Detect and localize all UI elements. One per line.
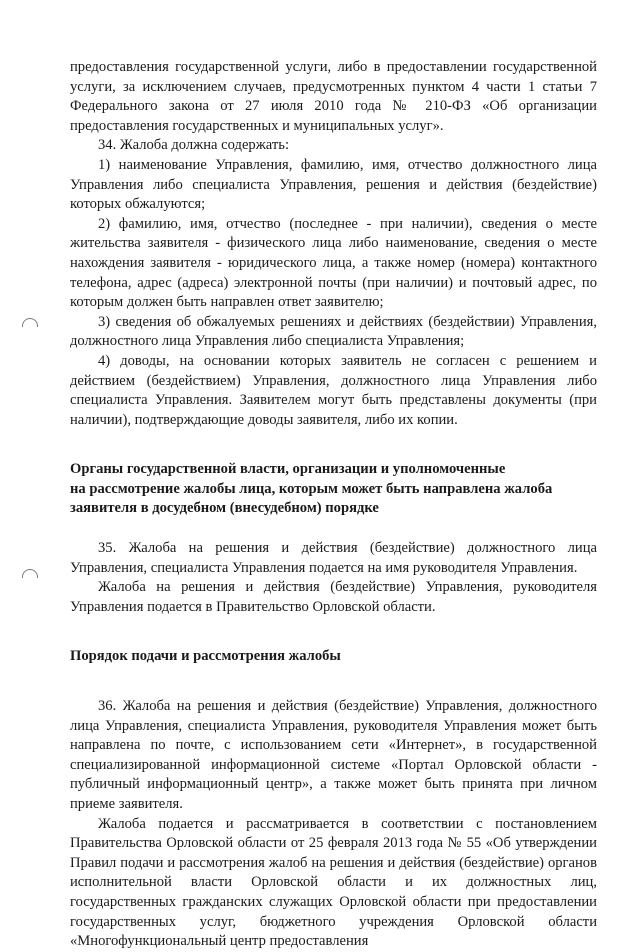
paragraph-item-35: 35. Жалоба на решения и действия (бездействие) должностного лица Управления, специалиста Управления подается на имя руководителя Управления. — [70, 540, 597, 576]
punch-hole-mark — [22, 569, 38, 578]
document-body — [70, 58, 597, 952]
section-heading-procedure: Порядок подачи и рассмотрения жалобы — [70, 648, 341, 665]
paragraph-item-1: 1) наименование Управления, фамилию, имя, отчество должностного лица Управления либо специалиста Управления, решения и действия (бездействие) которых обжалуются; — [70, 156, 597, 213]
punch-hole-mark — [22, 318, 38, 327]
heading-line: заявителя в досудебном (внесудебном) порядке — [70, 500, 379, 517]
paragraph-resolution: Жалоба подается и рассматривается в соответствии с постановлением Правительства Орловской области от 25 февраля 2013 года № 55 «Об утверждении Правил подачи и рассмотрения жалоб на решения и действия (бездействие) органов исполнительной власти Орловской области и их должностных лиц, государственных гражданских служащих Орловской области при предоставлении государственных услуг, бюджетного учреждения Орловской области «Многофункциональный центр предоставления — [70, 815, 597, 950]
paragraph-continuation: предоставления государственной услуги, либо в предоставлении государственной услуги, за исключением случаев, предусмотренных пунктом 4 части 1 статьи 7 Федерального закона от 27 июля 2010 года № 210-ФЗ «Об организации предоставления государственных и муниципальных услуг». — [70, 59, 597, 134]
paragraph-item-2: 2) фамилию, имя, отчество (последнее - при наличии), сведения о месте жительства заявителя - физического лица либо наименование, сведения о месте нахождения заявителя - юридического лица, а также номер (номера) контактного телефона, адрес (адреса) электронной почты (при наличии) и почтовый адрес, по которым должен быть направлен ответ заявителю; — [70, 215, 597, 311]
heading-line: Органы государственной власти, организации и уполномоченные — [70, 461, 506, 478]
paragraph-item-4: 4) доводы, на основании которых заявитель не согласен с решением и действием (бездействием) Управления, должностного лица Управления либо специалиста Управления. Заявителем могут быть представлены документы (при наличии), подтверждающие доводы заявителя, либо их копии. — [70, 352, 597, 428]
section-heading-authorities — [70, 460, 597, 519]
heading-line: на рассмотрение жалобы лица, которым может быть направлена жалоба — [70, 480, 553, 497]
paragraph-item-34: 34. Жалоба должна содержать: — [98, 137, 289, 154]
paragraph-government: Жалоба на решения и действия (бездействие) Управления, руководителя Управления подается в Правительство Орловской области. — [70, 579, 597, 615]
paragraph-item-36: 36. Жалоба на решения и действия (бездействие) Управления, должностного лица Управления, специалиста Управления, руководителя Управления может быть направлена по почте, с использованием сети «Интернет», в государственной специализированной информационной системе «Портал Орловской области - публичный информационный центр», а также может быть принята при личном приеме заявителя. — [70, 698, 597, 812]
paragraph-item-3: 3) сведения об обжалуемых решениях и действиях (бездействии) Управления, должностного лица Управления либо специалиста Управления; — [70, 313, 597, 350]
